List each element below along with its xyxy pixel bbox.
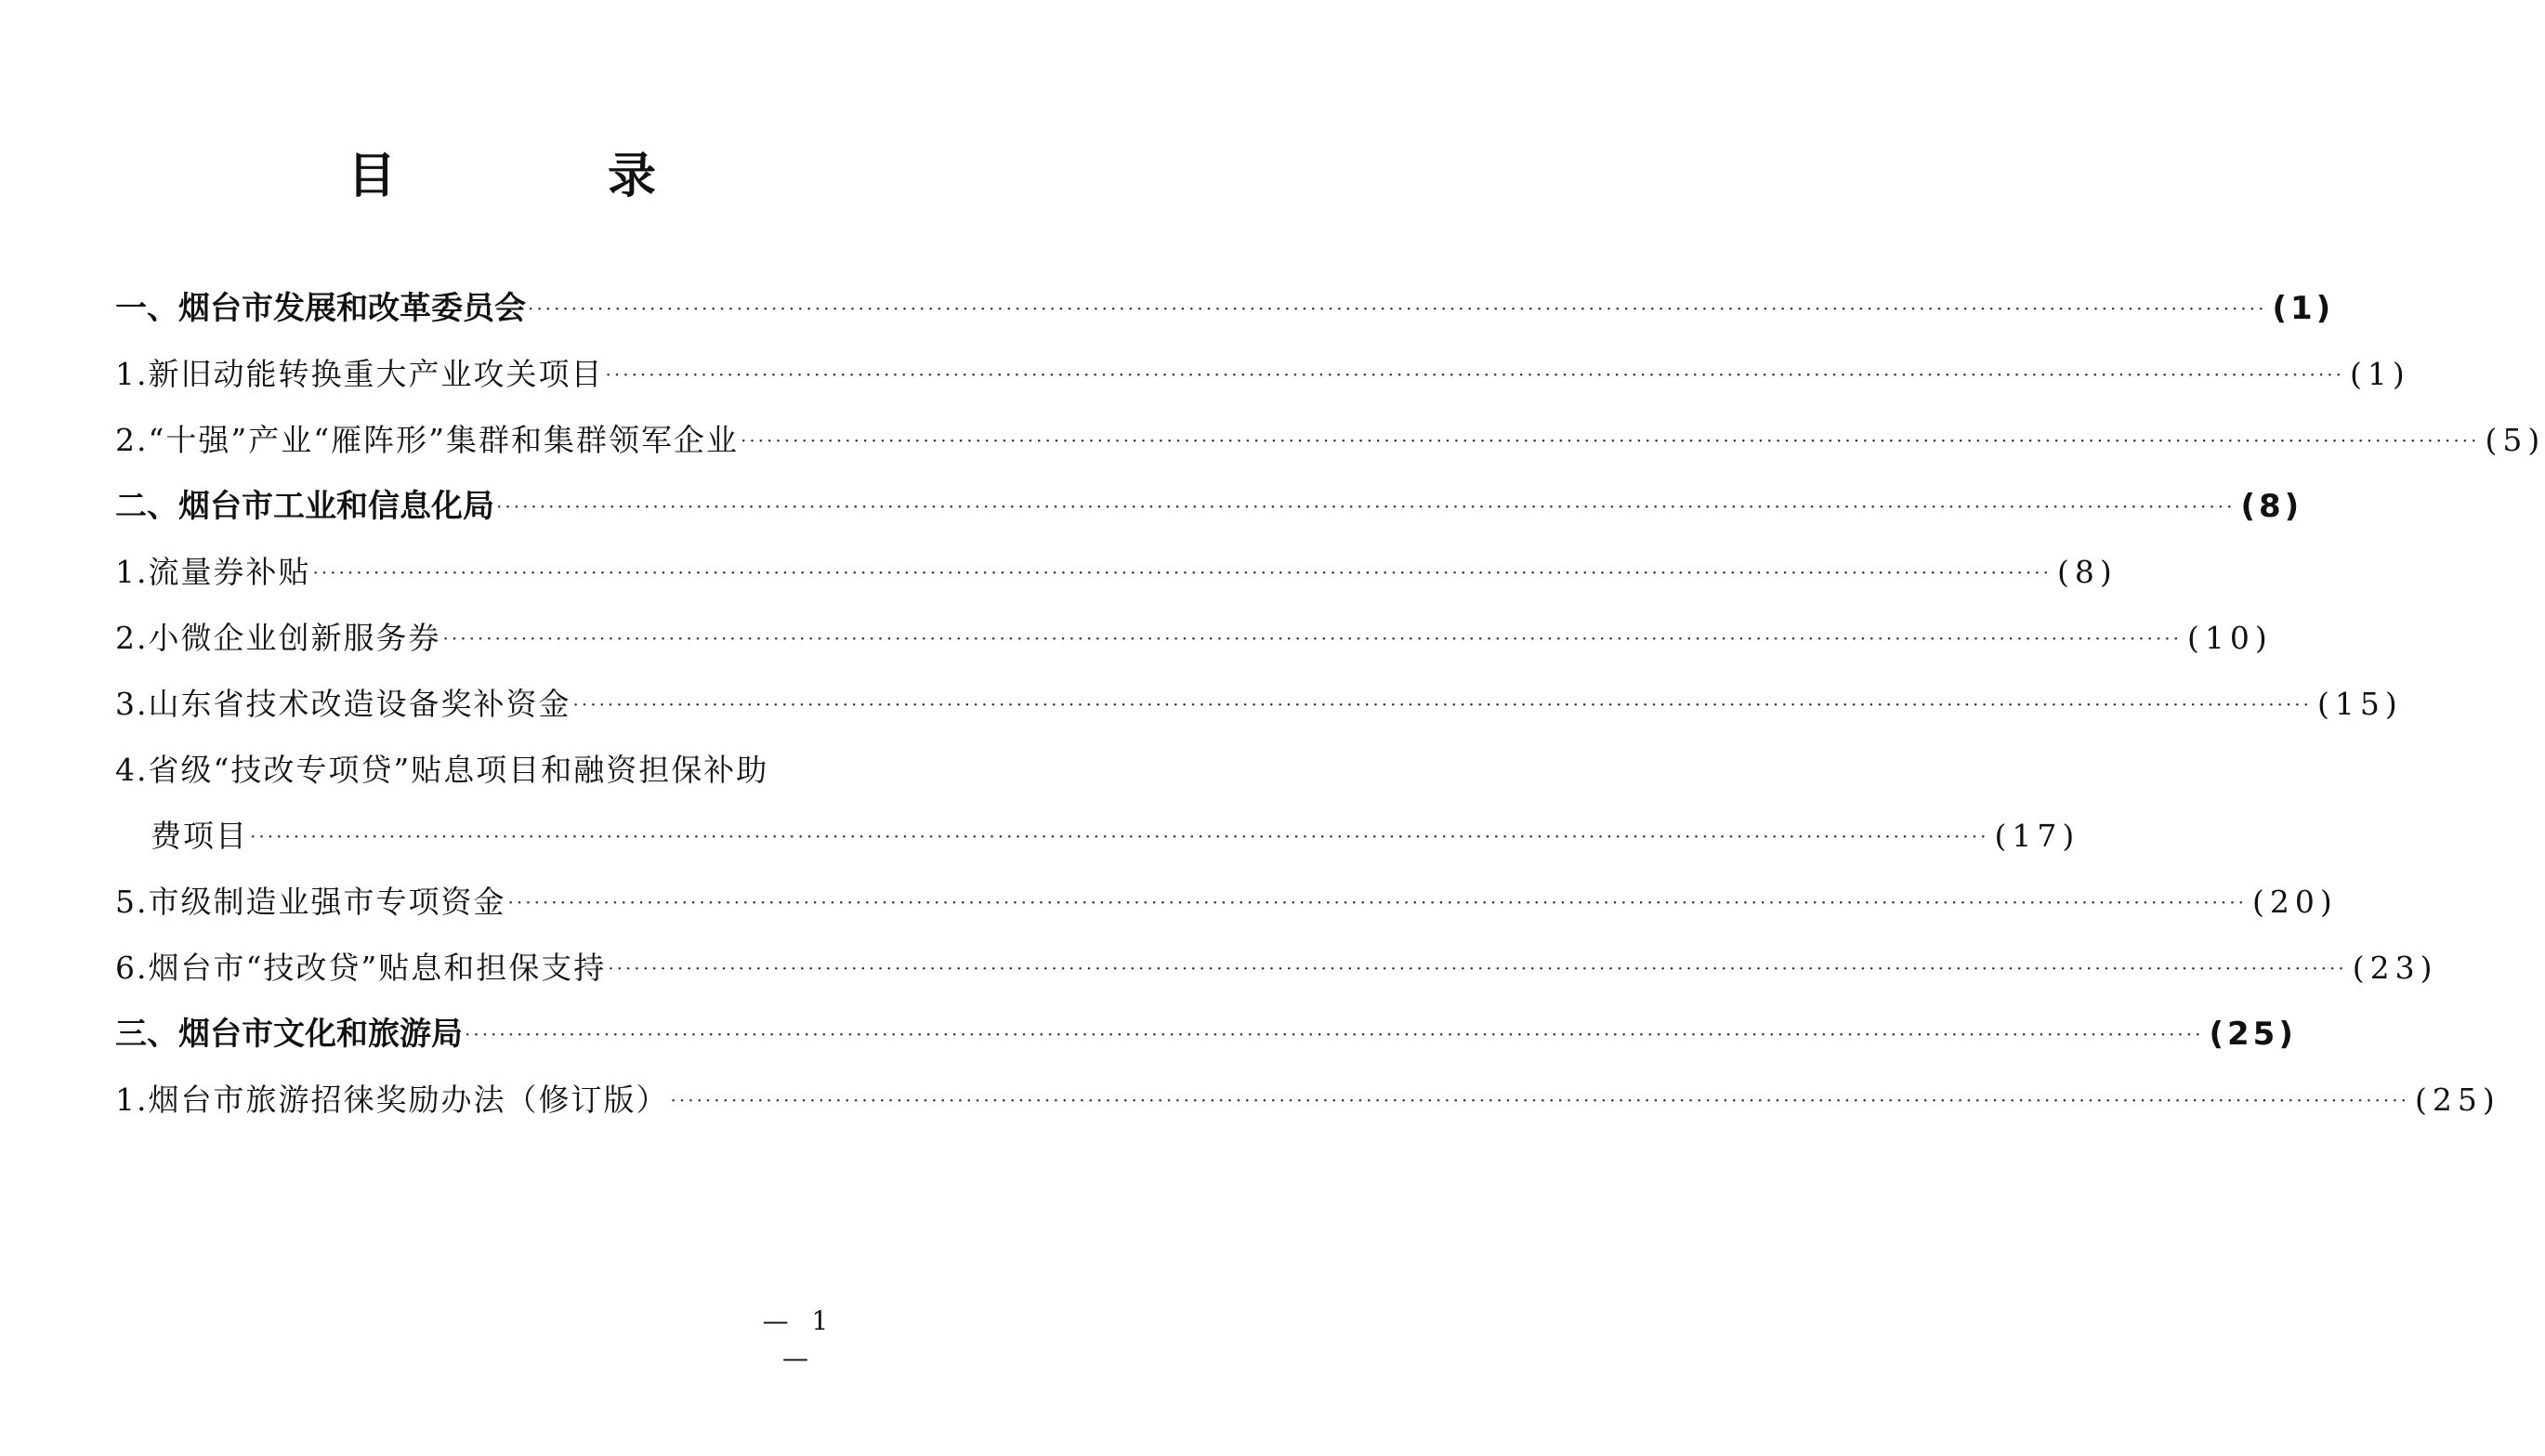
dot-leader: ········································································································································································································ [507,891,2247,913]
toc-section-label: 三、烟台市文化和旅游局 [115,1016,463,1053]
dot-leader: ········································································································································································································ [670,1089,2409,1111]
toc-section-row[interactable] [115,282,2335,348]
toc-item-label: 4.省级“技改专项贷”贴息项目和融资担保补助 [115,752,769,788]
dot-leader: ········································································································································································································ [608,957,2347,979]
toc-item-label: 1.烟台市旅游招徕奖励办法（修订版） [115,1082,669,1118]
toc-page-number: (8) [2056,554,2118,590]
toc-item-row[interactable] [115,876,2338,942]
toc-item-label: 1.新旧动能转换重大产业攻关项目 [115,356,604,392]
dot-leader: ········································································································································································································ [528,297,2267,320]
toc-section-label: 一、烟台市发展和改革委员会 [115,290,526,327]
toc-section-row[interactable] [115,480,2303,546]
toc-item-row[interactable] [115,348,2410,414]
toc-page-number: (25) [2209,1016,2297,1053]
toc-item-label: 5.市级制造业强市专项资金 [115,884,506,920]
toc-page-number: (15) [2316,686,2403,722]
toc-item-label: 费项目 [151,818,248,854]
toc-page-number: (10) [2186,620,2273,656]
dot-leader: ········································································································································································································ [250,825,1989,847]
toc-page-number: (17) [1994,818,2080,854]
dot-leader: ········································································································································································································ [572,693,2312,715]
page-title: 目 录 [347,149,738,204]
toc-page-number: (25) [2414,1082,2500,1118]
toc-item-row[interactable] [115,678,2403,744]
toc-item-row[interactable] [115,414,2545,480]
dot-leader: ········································································································································································································ [442,627,2182,649]
toc-item-label: 6.烟台市“技改贷”贴息和担保支持 [115,950,607,986]
dot-leader: ········································································································································································································ [465,1023,2204,1045]
dot-leader: ········································································································································································································ [740,429,2480,452]
toc-item-label: 3.山东省技术改造设备奖补资金 [115,686,571,722]
toc-item-row[interactable] [115,546,2118,612]
dot-leader: ········································································································································································································ [605,363,2344,386]
toc-page-number: (20) [2251,884,2338,920]
toc-item-row[interactable] [115,612,2273,678]
toc-page-number: (8) [2240,488,2303,525]
dot-leader: ········································································································································································································ [496,495,2236,518]
toc-page-number: (5) [2485,422,2545,458]
toc-page-number: (23) [2352,950,2438,986]
toc-page-number: (1) [2272,290,2335,327]
toc-item-row[interactable] [115,810,2080,876]
toc-item-row[interactable] [115,942,2438,1008]
toc-section-label: 二、烟台市工业和信息化局 [115,488,494,525]
toc-item-label: 2.小微企业创新服务券 [115,620,441,656]
toc-item-label: 2.“十强”产业“雁阵形”集群和集群领军企业 [115,422,739,458]
page-number: — 1 — [762,1305,836,1373]
dot-leader: ········································································································································································································ [312,561,2052,584]
toc-item-row[interactable] [115,744,875,810]
table-of-contents [115,282,2545,1140]
toc-item-row[interactable] [115,1074,2500,1140]
toc-item-label: 1.流量券补贴 [115,554,311,590]
toc-page-number: (1) [2349,356,2410,392]
toc-section-row[interactable] [115,1008,2297,1074]
